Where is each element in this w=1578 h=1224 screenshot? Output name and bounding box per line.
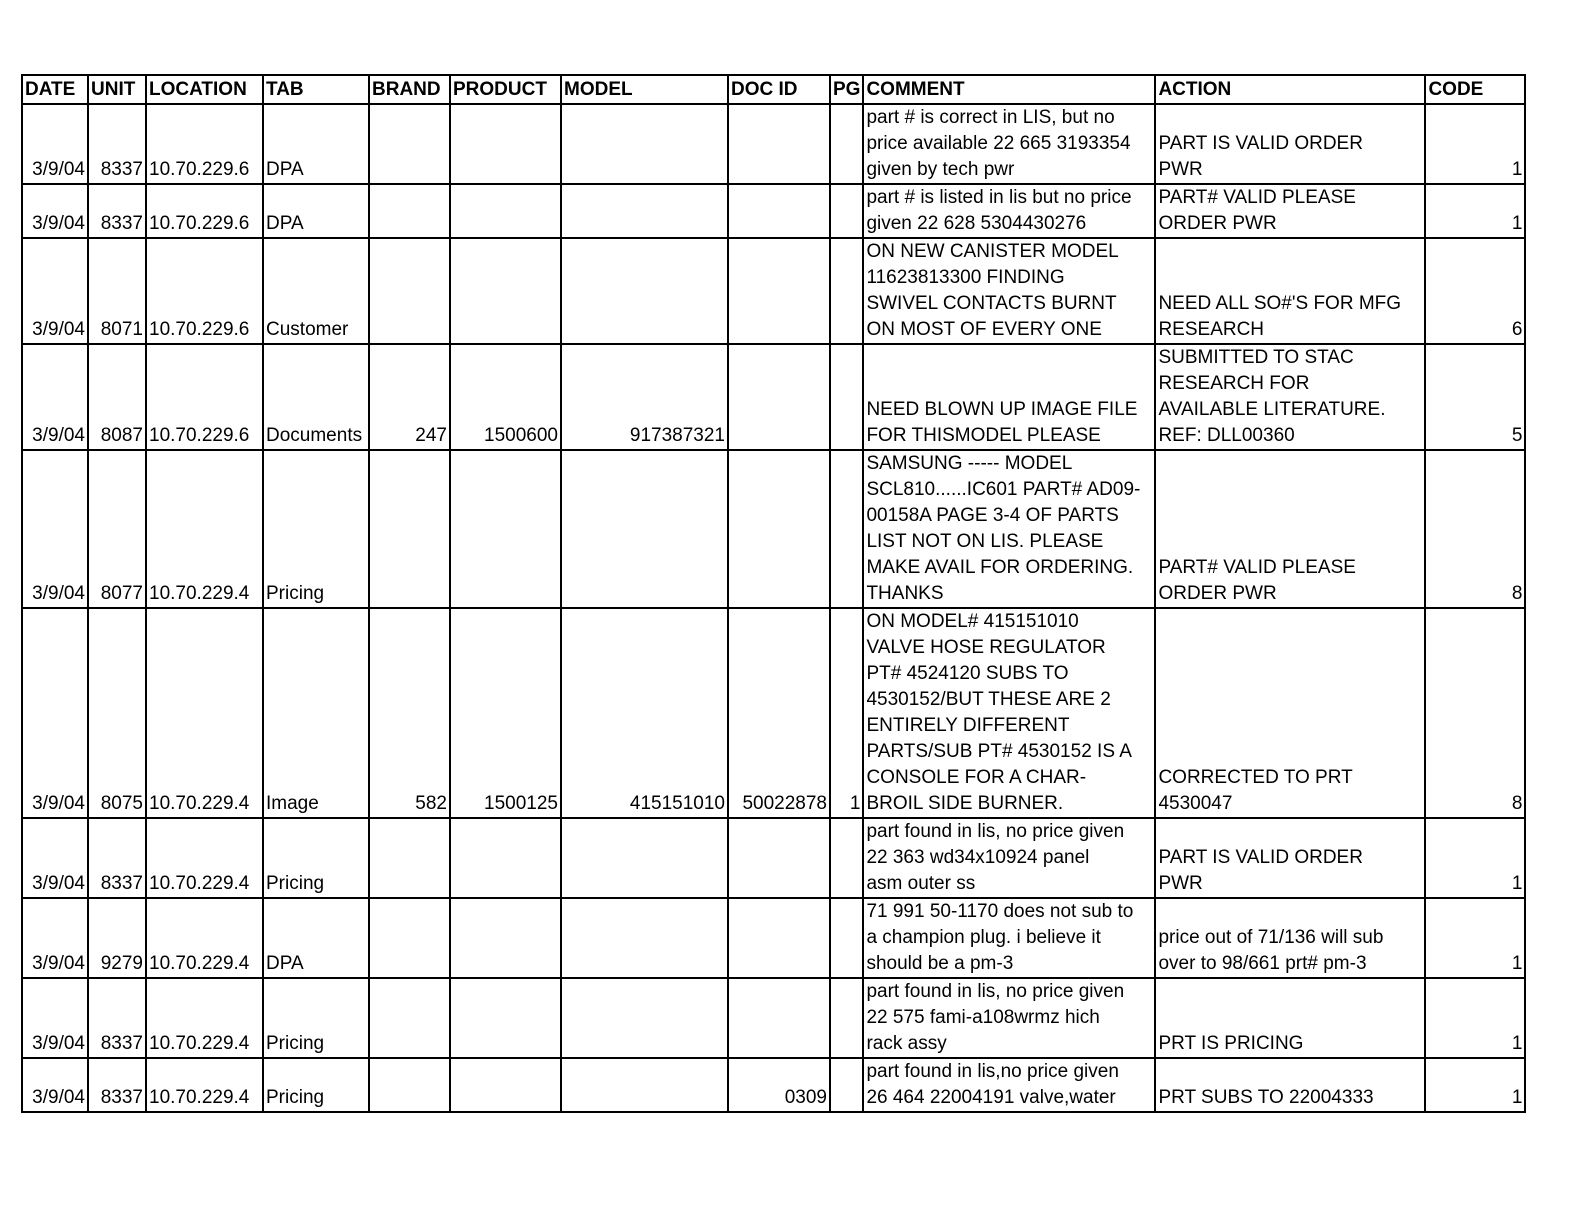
col-header-model: MODEL: [561, 75, 728, 104]
pg-cell: [830, 978, 863, 1058]
comment-cell: part # is listed in lis but no price given 22 628 5304430276: [863, 184, 1155, 238]
col-header-brand: BRAND: [369, 75, 450, 104]
unit-cell: 9279: [88, 898, 146, 978]
product-cell: [450, 1058, 561, 1112]
action-cell: PART# VALID PLEASE ORDER PWR: [1155, 450, 1425, 608]
col-header-doc-id: DOC ID: [728, 75, 830, 104]
comment-cell: ON MODEL# 415151010 VALVE HOSE REGULATOR PT# 4524120 SUBS TO 4530152/BUT THESE ARE 2 ENTIRELY DIFFERENT PARTS/SUB PT# 4530152 IS A CONSOLE FOR A CHAR- BROIL SIDE BURNER.: [863, 608, 1155, 818]
code-cell: 8: [1425, 450, 1525, 608]
unit-cell: 8077: [88, 450, 146, 608]
table-row: [22, 344, 1525, 450]
date-cell: 3/9/04: [22, 184, 88, 238]
action-cell: PART IS VALID ORDER PWR: [1155, 818, 1425, 898]
product-cell: [450, 184, 561, 238]
code-cell: 8: [1425, 608, 1525, 818]
table-row: [22, 898, 1525, 978]
date-cell: 3/9/04: [22, 978, 88, 1058]
action-cell: PRT SUBS TO 22004333: [1155, 1058, 1425, 1112]
code-cell: 1: [1425, 818, 1525, 898]
model-cell: [561, 1058, 728, 1112]
comment-cell: SAMSUNG ----- MODEL SCL810......IC601 PART# AD09- 00158A PAGE 3-4 OF PARTS LIST NOT ON LIS. PLEASE MAKE AVAIL FOR ORDERING. THANKS: [863, 450, 1155, 608]
col-header-action: ACTION: [1155, 75, 1425, 104]
brand-cell: [369, 978, 450, 1058]
pg-cell: [830, 898, 863, 978]
model-cell: [561, 898, 728, 978]
code-cell: 1: [1425, 978, 1525, 1058]
brand-cell: [369, 104, 450, 184]
log-table: [21, 74, 1526, 1113]
table-row: [22, 608, 1525, 818]
product-cell: [450, 238, 561, 344]
comment-cell: part found in lis,no price given 26 464 22004191 valve,water: [863, 1058, 1155, 1112]
brand-cell: [369, 818, 450, 898]
location-cell: 10.70.229.6: [146, 184, 263, 238]
pg-cell: [830, 344, 863, 450]
comment-cell: part found in lis, no price given 22 363 wd34x10924 panel asm outer ss: [863, 818, 1155, 898]
table-row: [22, 978, 1525, 1058]
location-cell: 10.70.229.4: [146, 450, 263, 608]
pg-cell: [830, 104, 863, 184]
date-cell: 3/9/04: [22, 450, 88, 608]
model-cell: [561, 238, 728, 344]
model-cell: [561, 104, 728, 184]
unit-cell: 8337: [88, 978, 146, 1058]
location-cell: 10.70.229.4: [146, 978, 263, 1058]
code-cell: 1: [1425, 1058, 1525, 1112]
date-cell: 3/9/04: [22, 608, 88, 818]
unit-cell: 8071: [88, 238, 146, 344]
brand-cell: [369, 898, 450, 978]
doc-id-cell: [728, 818, 830, 898]
date-cell: 3/9/04: [22, 344, 88, 450]
doc-id-cell: [728, 978, 830, 1058]
date-cell: 3/9/04: [22, 104, 88, 184]
model-cell: [561, 450, 728, 608]
model-cell: 415151010: [561, 608, 728, 818]
pg-cell: [830, 238, 863, 344]
table-row: [22, 104, 1525, 184]
brand-cell: [369, 1058, 450, 1112]
doc-id-cell: [728, 898, 830, 978]
comment-cell: NEED BLOWN UP IMAGE FILE FOR THISMODEL PLEASE: [863, 344, 1155, 450]
action-cell: PART# VALID PLEASE ORDER PWR: [1155, 184, 1425, 238]
date-cell: 3/9/04: [22, 818, 88, 898]
comment-cell: 71 991 50-1170 does not sub to a champion plug. i believe it should be a pm-3: [863, 898, 1155, 978]
code-cell: 5: [1425, 344, 1525, 450]
table-row: [22, 184, 1525, 238]
doc-id-cell: [728, 344, 830, 450]
tab-cell: DPA: [263, 898, 369, 978]
col-header-code: CODE: [1425, 75, 1525, 104]
code-cell: 1: [1425, 104, 1525, 184]
product-cell: 1500125: [450, 608, 561, 818]
tab-cell: DPA: [263, 104, 369, 184]
comment-cell: part found in lis, no price given 22 575 fami-a108wrmz hich rack assy: [863, 978, 1155, 1058]
col-header-date: DATE: [22, 75, 88, 104]
location-cell: 10.70.229.6: [146, 104, 263, 184]
code-cell: 1: [1425, 898, 1525, 978]
action-cell: NEED ALL SO#'S FOR MFG RESEARCH: [1155, 238, 1425, 344]
pg-cell: [830, 1058, 863, 1112]
brand-cell: 582: [369, 608, 450, 818]
action-cell: PRT IS PRICING: [1155, 978, 1425, 1058]
tab-cell: Pricing: [263, 818, 369, 898]
location-cell: 10.70.229.4: [146, 608, 263, 818]
tab-cell: Pricing: [263, 450, 369, 608]
col-header-location: LOCATION: [146, 75, 263, 104]
doc-id-cell: [728, 450, 830, 608]
product-cell: [450, 978, 561, 1058]
pg-cell: 1: [830, 608, 863, 818]
location-cell: 10.70.229.4: [146, 818, 263, 898]
product-cell: [450, 898, 561, 978]
date-cell: 3/9/04: [22, 1058, 88, 1112]
code-cell: 1: [1425, 184, 1525, 238]
tab-cell: Customer: [263, 238, 369, 344]
unit-cell: 8337: [88, 104, 146, 184]
product-cell: [450, 818, 561, 898]
col-header-comment: COMMENT: [863, 75, 1155, 104]
table-row: [22, 1058, 1525, 1112]
table-row: [22, 238, 1525, 344]
tab-cell: Documents: [263, 344, 369, 450]
header-row: [22, 75, 1525, 104]
brand-cell: 247: [369, 344, 450, 450]
doc-id-cell: [728, 238, 830, 344]
pg-cell: [830, 450, 863, 608]
table-row: [22, 818, 1525, 898]
tab-cell: Image: [263, 608, 369, 818]
tab-cell: Pricing: [263, 1058, 369, 1112]
unit-cell: 8075: [88, 608, 146, 818]
table-body: [22, 104, 1525, 1112]
tab-cell: Pricing: [263, 978, 369, 1058]
product-cell: [450, 104, 561, 184]
code-cell: 6: [1425, 238, 1525, 344]
brand-cell: [369, 450, 450, 608]
col-header-product: PRODUCT: [450, 75, 561, 104]
tab-cell: DPA: [263, 184, 369, 238]
action-cell: price out of 71/136 will sub over to 98/661 prt# pm-3: [1155, 898, 1425, 978]
unit-cell: 8337: [88, 818, 146, 898]
doc-id-cell: [728, 104, 830, 184]
unit-cell: 8337: [88, 1058, 146, 1112]
date-cell: 3/9/04: [22, 898, 88, 978]
model-cell: [561, 184, 728, 238]
unit-cell: 8337: [88, 184, 146, 238]
product-cell: [450, 450, 561, 608]
model-cell: [561, 818, 728, 898]
table-row: [22, 450, 1525, 608]
model-cell: [561, 978, 728, 1058]
comment-cell: ON NEW CANISTER MODEL 11623813300 FINDING SWIVEL CONTACTS BURNT ON MOST OF EVERY ONE: [863, 238, 1155, 344]
location-cell: 10.70.229.6: [146, 238, 263, 344]
product-cell: 1500600: [450, 344, 561, 450]
pg-cell: [830, 184, 863, 238]
location-cell: 10.70.229.4: [146, 1058, 263, 1112]
doc-id-cell: [728, 184, 830, 238]
col-header-tab: TAB: [263, 75, 369, 104]
action-cell: PART IS VALID ORDER PWR: [1155, 104, 1425, 184]
location-cell: 10.70.229.6: [146, 344, 263, 450]
location-cell: 10.70.229.4: [146, 898, 263, 978]
brand-cell: [369, 238, 450, 344]
model-cell: 917387321: [561, 344, 728, 450]
doc-id-cell: 50022878: [728, 608, 830, 818]
col-header-pg: PG: [830, 75, 863, 104]
action-cell: CORRECTED TO PRT 4530047: [1155, 608, 1425, 818]
col-header-unit: UNIT: [88, 75, 146, 104]
doc-id-cell: 0309: [728, 1058, 830, 1112]
pg-cell: [830, 818, 863, 898]
comment-cell: part # is correct in LIS, but no price available 22 665 3193354 given by tech pwr: [863, 104, 1155, 184]
brand-cell: [369, 184, 450, 238]
action-cell: SUBMITTED TO STAC RESEARCH FOR AVAILABLE LITERATURE. REF: DLL00360: [1155, 344, 1425, 450]
date-cell: 3/9/04: [22, 238, 88, 344]
unit-cell: 8087: [88, 344, 146, 450]
